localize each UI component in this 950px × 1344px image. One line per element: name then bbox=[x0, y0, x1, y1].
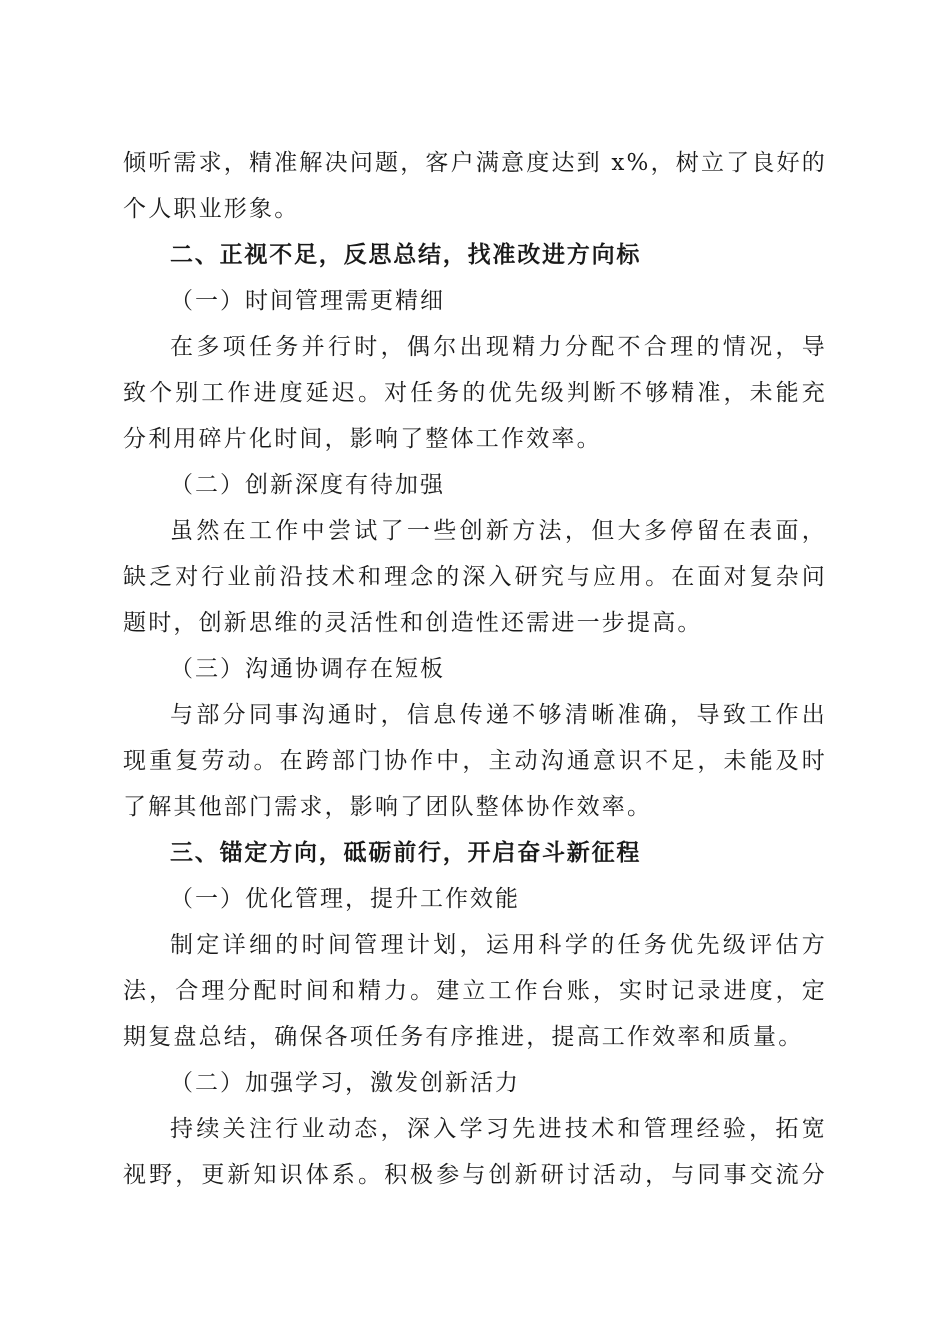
body-text-line: 与部分同事沟通时，信息传递不够清晰准确，导致工作出 bbox=[170, 702, 827, 728]
body-text-line: 现重复劳动。在跨部门协作中，主动沟通意识不足，未能及时 bbox=[123, 748, 827, 774]
subsection-heading: （三）沟通协调存在短板 bbox=[170, 656, 445, 682]
body-text-line: 致个别工作进度延迟。对任务的优先级判断不够精准，未能充 bbox=[123, 380, 827, 406]
section-heading: 三、锚定方向，砥砺前行，开启奋斗新征程 bbox=[170, 840, 642, 866]
body-text-line: 虽然在工作中尝试了一些创新方法，但大多停留在表面， bbox=[170, 518, 827, 544]
body-text-line: 视野，更新知识体系。积极参与创新研讨活动，与同事交流分 bbox=[123, 1162, 827, 1188]
body-text-line: 了解其他部门需求，影响了团队整体协作效率。 bbox=[123, 794, 653, 820]
document-body bbox=[123, 140, 827, 1198]
body-text-line: 个人职业形象。 bbox=[123, 196, 300, 222]
body-text-line: 题时，创新思维的灵活性和创造性还需进一步提高。 bbox=[123, 610, 703, 636]
body-text-line: 在多项任务并行时，偶尔出现精力分配不合理的情况，导 bbox=[170, 334, 827, 360]
body-text-line: 制定详细的时间管理计划，运用科学的任务优先级评估方 bbox=[170, 932, 827, 958]
body-text-line: 分利用碎片化时间，影响了整体工作效率。 bbox=[123, 426, 602, 452]
section-heading: 二、正视不足，反思总结，找准改进方向标 bbox=[170, 242, 642, 268]
subsection-heading: （二）加强学习，激发创新活力 bbox=[170, 1070, 520, 1096]
body-text-line: 持续关注行业动态，深入学习先进技术和管理经验，拓宽 bbox=[170, 1116, 827, 1142]
body-text-line: 法，合理分配时间和精力。建立工作台账，实时记录进度，定 bbox=[123, 978, 827, 1004]
body-text-line: 倾听需求，精准解决问题，客户满意度达到 x%，树立了良好的 bbox=[123, 150, 827, 176]
subsection-heading: （一）优化管理，提升工作效能 bbox=[170, 886, 520, 912]
subsection-heading: （一）时间管理需更精细 bbox=[170, 288, 445, 314]
subsection-heading: （二）创新深度有待加强 bbox=[170, 472, 445, 498]
body-text-line: 缺乏对行业前沿技术和理念的深入研究与应用。在面对复杂问 bbox=[123, 564, 827, 590]
body-text-line: 期复盘总结，确保各项任务有序推进，提高工作效率和质量。 bbox=[123, 1024, 804, 1050]
